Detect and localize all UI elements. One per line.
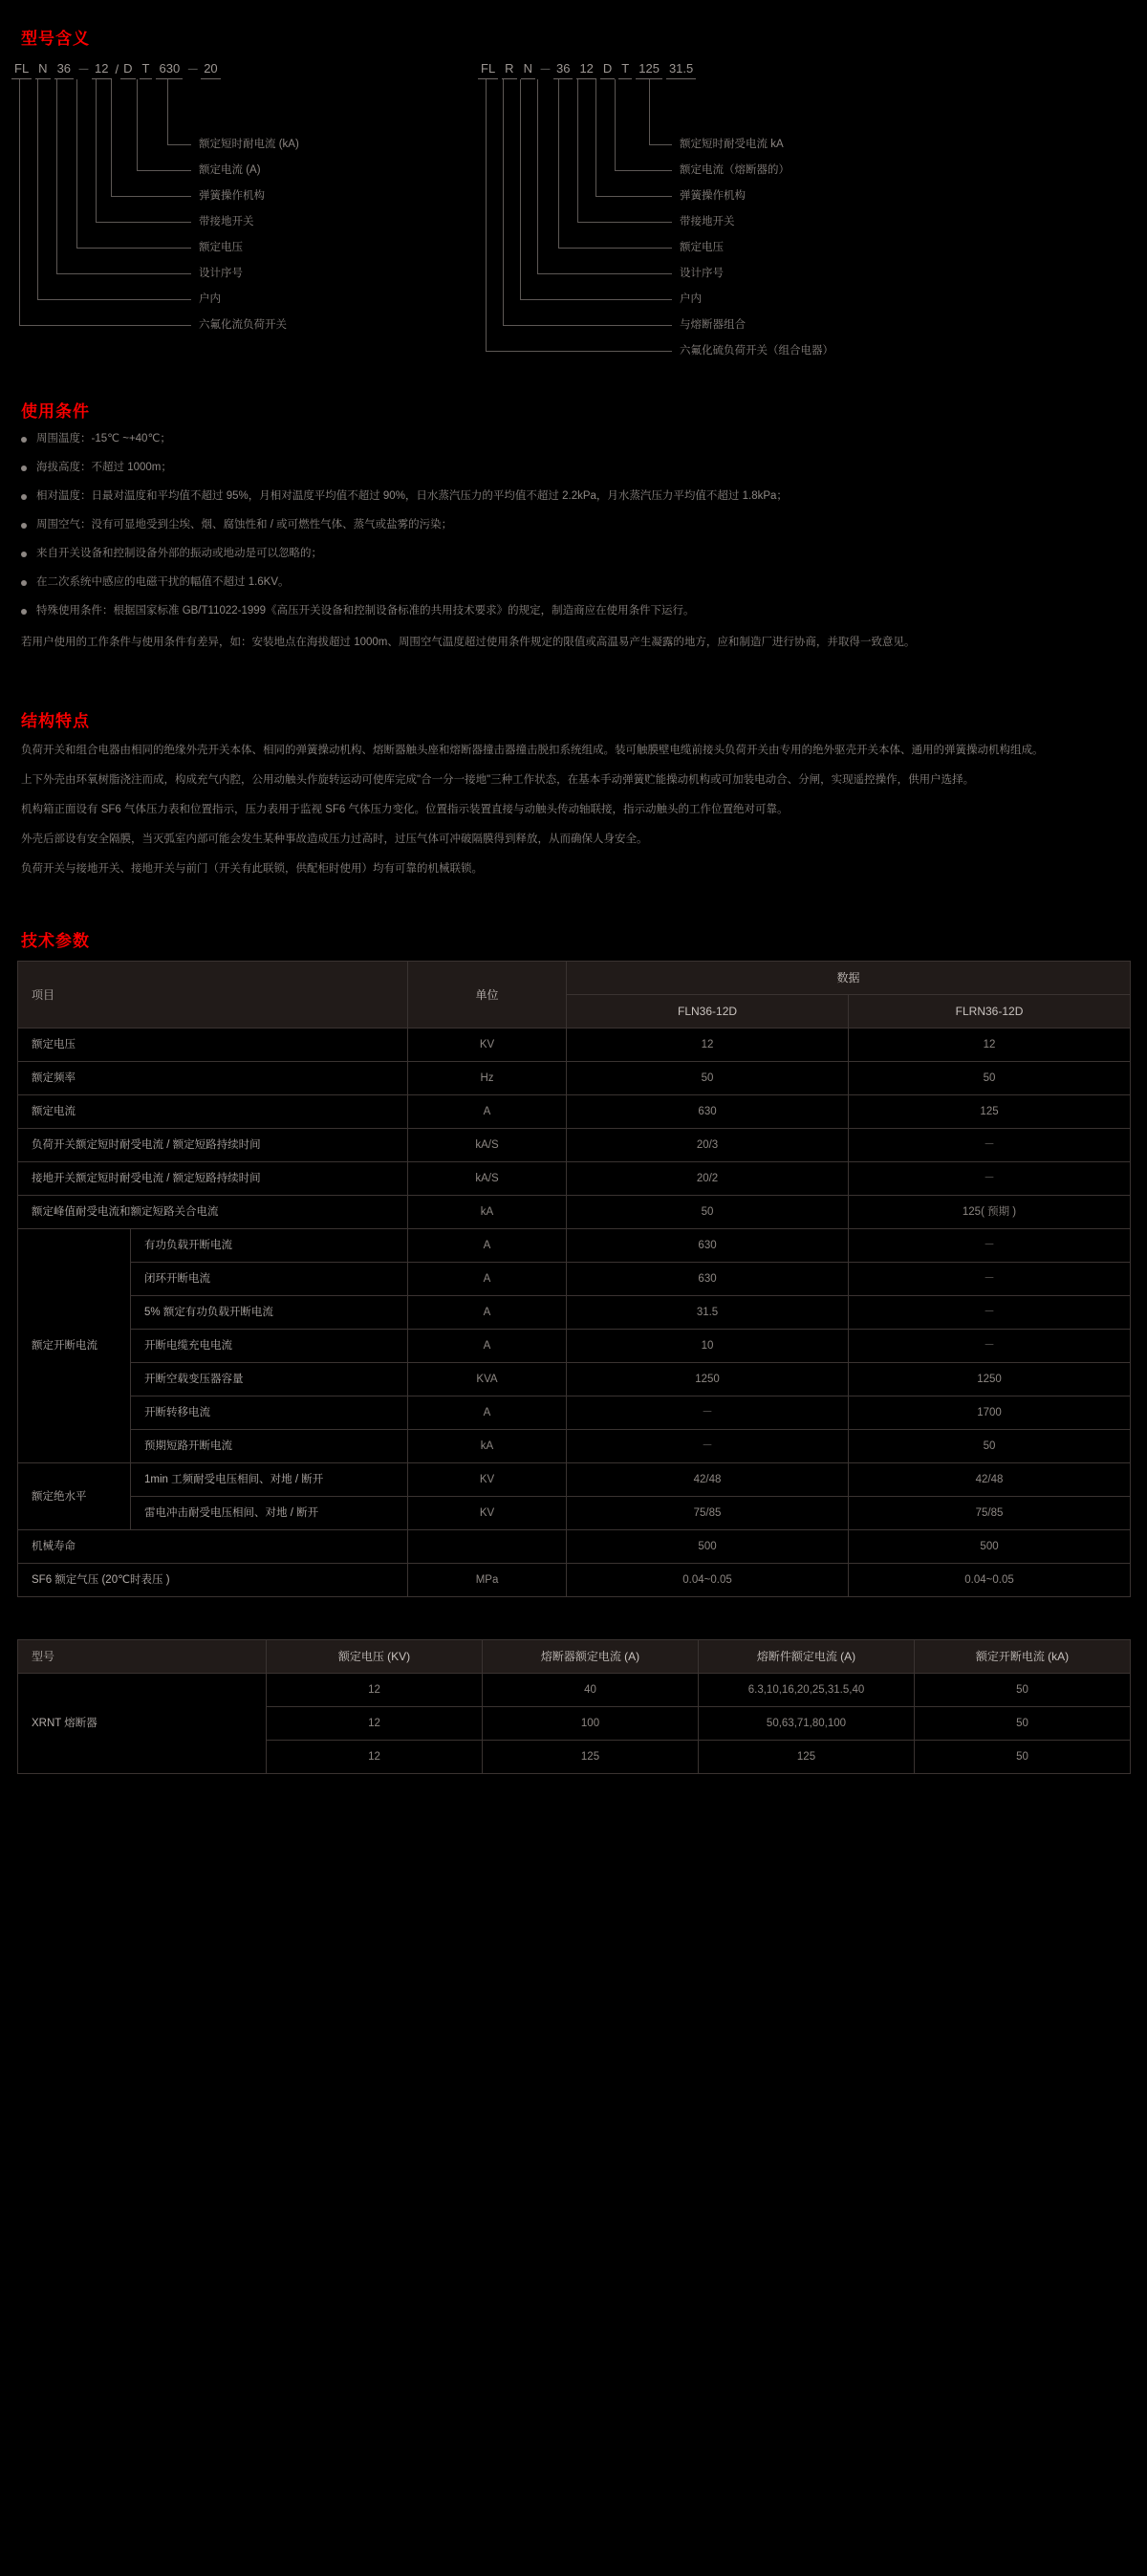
table-row xyxy=(18,1463,1131,1497)
leader-vline xyxy=(649,79,650,144)
fuse-rated-current: 125 xyxy=(483,1741,699,1774)
table-row xyxy=(18,1564,1131,1597)
code-seg: N xyxy=(521,61,535,79)
row-value-2: 500 xyxy=(849,1530,1131,1564)
section-title-model: 型号含义 xyxy=(21,30,90,48)
row-item: 闭环开断电流 xyxy=(131,1263,408,1296)
leader-area-right xyxy=(478,79,975,357)
specs-table-wrap xyxy=(0,961,1147,1597)
row-unit: kA xyxy=(408,1430,567,1463)
row-value-1: 500 xyxy=(567,1530,849,1564)
row-unit: MPa xyxy=(408,1564,567,1597)
row-item: SF6 额定气压 (20℃时表压 ) xyxy=(18,1564,408,1597)
leader-hline xyxy=(137,170,191,171)
fuse-model-name: XRNT 熔断器 xyxy=(18,1674,267,1774)
fuse-rated-current: 100 xyxy=(483,1707,699,1741)
leader-vline xyxy=(76,79,77,248)
row-value-1: 630 xyxy=(567,1263,849,1296)
leader-hline xyxy=(96,222,191,223)
row-value-2: － xyxy=(849,1129,1131,1162)
row-value-1: － xyxy=(567,1396,849,1430)
code-seg: D xyxy=(600,61,615,79)
fuse-table xyxy=(17,1639,1131,1774)
code-seg: 36 xyxy=(54,61,74,79)
row-unit: KV xyxy=(408,1463,567,1497)
row-unit: KV xyxy=(408,1028,567,1062)
structure-bottom-spacer xyxy=(0,889,1147,927)
header-breaking-current: 额定开断电流 (kA) xyxy=(915,1640,1131,1674)
row-item: 负荷开关额定短时耐受电流 / 额定短路持续时间 xyxy=(18,1129,408,1162)
leader-vline xyxy=(96,79,97,222)
fuse-header-row xyxy=(18,1640,1131,1674)
row-item: 有功负载开断电流 xyxy=(131,1229,408,1263)
fuse-element-current: 125 xyxy=(699,1741,915,1774)
code-seg: 12 xyxy=(576,61,595,79)
table-row xyxy=(18,1363,1131,1396)
diagram-label: 设计序号 xyxy=(680,268,724,279)
diagram-label: 弹簧操作机构 xyxy=(199,190,265,202)
condition-item: 在二次系统中感应的电磁干扰的幅值不超过 1.6KV。 xyxy=(21,574,1126,591)
code-seg: N xyxy=(35,61,50,79)
condition-item: 来自开关设备和控制设备外部的振动或地动是可以忽略的； xyxy=(21,546,1126,562)
leader-vline xyxy=(558,79,559,248)
header-col-fln: FLN36-12D xyxy=(567,995,849,1028)
condition-item: 海拔高度：不超过 1000m； xyxy=(21,460,1126,476)
table-row xyxy=(18,1162,1131,1196)
row-value-2: － xyxy=(849,1330,1131,1363)
model-code-diagrams xyxy=(0,58,1147,357)
code-row-left xyxy=(11,58,432,79)
code-seg: FL xyxy=(478,61,498,79)
leader-vline xyxy=(37,79,38,299)
diagram-label: 额定短时耐受电流 kA xyxy=(680,139,784,150)
code-seg: FL xyxy=(11,61,32,79)
row-value-1: 0.04~0.05 xyxy=(567,1564,849,1597)
row-value-2: 125( 预期 ) xyxy=(849,1196,1131,1229)
code-seg-slash: / xyxy=(115,62,119,76)
section-title-conditions: 使用条件 xyxy=(21,402,90,421)
row-value-1: 31.5 xyxy=(567,1296,849,1330)
section-title-structure: 结构特点 xyxy=(21,712,90,730)
row-unit: kA xyxy=(408,1196,567,1229)
diagram-label: 户内 xyxy=(680,293,702,305)
leader-area-left xyxy=(11,79,432,331)
leader-vline xyxy=(111,79,112,196)
table-row xyxy=(18,1263,1131,1296)
row-item: 接地开关额定短时耐受电流 / 额定短路持续时间 xyxy=(18,1162,408,1196)
row-value-2: － xyxy=(849,1296,1131,1330)
structure-paragraph: 负荷开关和组合电器由相同的绝缘外壳开关本体、相同的弹簧操动机构、熔断器触头座和熔断器撞击器撞击脱扣系统组成。装可触膜壁电缆前接头负荷开关由专用的绝外驱壳开关本体、通用的弹簧操动机构组成。 xyxy=(21,745,1044,756)
leader-hline xyxy=(520,299,672,300)
row-unit: A xyxy=(408,1095,567,1129)
row-value-2: － xyxy=(849,1162,1131,1196)
leader-hline xyxy=(76,248,191,249)
code-seg: D xyxy=(120,61,135,79)
table-row xyxy=(18,1530,1131,1564)
diagram-label: 额定短时耐电流 (kA) xyxy=(199,139,299,150)
leader-vline xyxy=(577,79,578,222)
conditions-list xyxy=(21,431,1126,619)
structure-paragraph: 外壳后部设有安全隔膜，当灭弧室内部可能会发生某种事故造成压力过高时，过压气体可冲破隔膜得到释放，从而确保人身安全。 xyxy=(21,833,648,845)
leader-hline xyxy=(111,196,191,197)
row-unit: KV xyxy=(408,1497,567,1530)
conditions-note: 若用户使用的工作条件与使用条件有差异，如：安装地点在海拔超过 1000m、周围空气温度超过使用条件规定的限值或高温易产生凝露的地方，应和制造厂进行协商，并取得一致意见。 xyxy=(21,637,916,648)
row-value-2: － xyxy=(849,1263,1131,1296)
code-seg-dash: － xyxy=(77,62,91,76)
leader-vline xyxy=(486,79,487,351)
row-value-1: － xyxy=(567,1430,849,1463)
row-value-1: 20/2 xyxy=(567,1162,849,1196)
fuse-breaking-current: 50 xyxy=(915,1741,1131,1774)
row-value-2: 1700 xyxy=(849,1396,1131,1430)
row-value-2: 1250 xyxy=(849,1363,1131,1396)
row-item: 雷电冲击耐受电压相间、对地 / 断开 xyxy=(131,1497,408,1530)
row-value-1: 75/85 xyxy=(567,1497,849,1530)
row-unit: KVA xyxy=(408,1363,567,1396)
diagram-label: 额定电压 xyxy=(199,242,243,253)
code-seg-dash: － xyxy=(538,62,552,76)
diagram-label: 与熔断器组合 xyxy=(680,319,746,331)
leader-hline xyxy=(558,248,672,249)
table-row xyxy=(18,1396,1131,1430)
code-seg: R xyxy=(502,61,516,79)
code-seg: 20 xyxy=(201,61,220,79)
row-value-2: 75/85 xyxy=(849,1497,1131,1530)
header-rated-voltage: 额定电压 (KV) xyxy=(267,1640,483,1674)
row-unit xyxy=(408,1530,567,1564)
header-item: 项目 xyxy=(18,962,408,1028)
fuse-table-wrap xyxy=(0,1639,1147,1774)
row-unit: kA/S xyxy=(408,1162,567,1196)
top-spacer xyxy=(0,0,1147,25)
leader-vline xyxy=(56,79,57,273)
code-seg: 36 xyxy=(553,61,573,79)
specs-header-row xyxy=(18,962,1131,995)
leader-hline xyxy=(577,222,672,223)
row-unit: A xyxy=(408,1263,567,1296)
fuse-breaking-current: 50 xyxy=(915,1674,1131,1707)
leader-hline xyxy=(595,196,672,197)
code-row-right xyxy=(478,58,975,79)
row-value-1: 20/3 xyxy=(567,1129,849,1162)
table-row xyxy=(18,1430,1131,1463)
row-item: 额定峰值耐受电流和额定短路关合电流 xyxy=(18,1196,408,1229)
header-element-current: 熔断件额定电流 (A) xyxy=(699,1640,915,1674)
diagram-label: 六氟化硫负荷开关（组合电器） xyxy=(680,345,833,357)
code-seg: 12 xyxy=(92,61,111,79)
fuse-rated-voltage: 12 xyxy=(267,1741,483,1774)
row-group-insulation-level: 额定绝水平 xyxy=(18,1463,131,1530)
row-item: 开断转移电流 xyxy=(131,1396,408,1430)
row-unit: Hz xyxy=(408,1062,567,1095)
row-value-2: 50 xyxy=(849,1430,1131,1463)
row-unit: A xyxy=(408,1396,567,1430)
diagram-label: 弹簧操作机构 xyxy=(680,190,746,202)
leader-hline xyxy=(615,170,672,171)
header-model: 型号 xyxy=(18,1640,267,1674)
leader-hline xyxy=(486,351,672,352)
leader-hline xyxy=(537,273,672,274)
row-item: 1min 工频耐受电压相间、对地 / 断开 xyxy=(131,1463,408,1497)
row-value-2: 42/48 xyxy=(849,1463,1131,1497)
row-item: 机械寿命 xyxy=(18,1530,408,1564)
leader-vline xyxy=(537,79,538,273)
row-item: 预期短路开断电流 xyxy=(131,1430,408,1463)
row-value-1: 42/48 xyxy=(567,1463,849,1497)
code-seg: T xyxy=(140,61,153,79)
row-value-1: 50 xyxy=(567,1196,849,1229)
row-item: 开断电缆充电电流 xyxy=(131,1330,408,1363)
conditions-bottom-spacer xyxy=(0,652,1147,707)
header-fuse-current: 熔断器额定电流 (A) xyxy=(483,1640,699,1674)
leader-hline xyxy=(167,144,191,145)
header-col-flrn: FLRN36-12D xyxy=(849,995,1131,1028)
diagram-label: 额定电流（熔断器的） xyxy=(680,164,790,176)
table-row xyxy=(18,1674,1131,1707)
leader-vline xyxy=(615,79,616,170)
diagram-flrn36-12d xyxy=(478,58,975,357)
fuse-breaking-current: 50 xyxy=(915,1707,1131,1741)
diagram-label: 额定电流 (A) xyxy=(199,164,261,176)
row-value-2: 125 xyxy=(849,1095,1131,1129)
leader-hline xyxy=(19,325,191,326)
diagram-bottom-spacer xyxy=(0,297,1147,398)
leader-vline xyxy=(167,79,168,144)
conditions-block xyxy=(21,431,1126,652)
condition-item: 周围温度：-15℃ ~+40℃； xyxy=(21,431,1126,447)
table-row xyxy=(18,1028,1131,1062)
header-unit: 单位 xyxy=(408,962,567,1028)
leader-hline xyxy=(37,299,191,300)
row-item: 额定电流 xyxy=(18,1095,408,1129)
code-seg: T xyxy=(618,61,632,79)
row-group-breaking-current: 额定开断电流 xyxy=(18,1229,131,1463)
row-value-2: 50 xyxy=(849,1062,1131,1095)
structure-paragraph: 上下外壳由环氧树脂浇注而成，构成充气内腔，公用动触头作旋转运动可使库完成"合一分一接地"三种工作状态，在基本手动弹簧贮能操动机构或可加装电动合、分闸，实现遥控操作，供用户选择。 xyxy=(21,774,975,786)
fuse-element-current: 50,63,71,80,100 xyxy=(699,1707,915,1741)
row-item: 5% 额定有功负载开断电流 xyxy=(131,1296,408,1330)
row-value-1: 50 xyxy=(567,1062,849,1095)
diagram-label: 带接地开关 xyxy=(199,216,254,227)
row-value-1: 10 xyxy=(567,1330,849,1363)
row-unit: kA/S xyxy=(408,1129,567,1162)
condition-item: 相对温度：日最对温度和平均值不超过 95%，月相对温度平均值不超过 90%，日水蒸汽压力的平均值不超过 2.2kPa，月水蒸汽压力平均值不超过 1.8kPa； xyxy=(21,488,1126,505)
row-unit: A xyxy=(408,1296,567,1330)
diagram-label: 户内 xyxy=(199,293,221,305)
row-value-2: 12 xyxy=(849,1028,1131,1062)
condition-item: 周围空气：没有可显地受到尘埃、烟、腐蚀性和 / 或可燃性气体、蒸气或盐雾的污染； xyxy=(21,517,1126,533)
table-row xyxy=(18,1129,1131,1162)
diagram-fln36-12d xyxy=(11,58,432,331)
row-value-2: － xyxy=(849,1229,1131,1263)
diagram-label: 设计序号 xyxy=(199,268,243,279)
leader-vline xyxy=(19,79,20,325)
table-row xyxy=(18,1196,1131,1229)
leader-hline xyxy=(649,144,672,145)
table-row xyxy=(18,1330,1131,1363)
table-row xyxy=(18,1062,1131,1095)
leader-hline xyxy=(56,273,191,274)
structure-paragraph: 负荷开关与接地开关、接地开关与前门（开关有此联锁，供配柜时使用）均有可靠的机械联锁。 xyxy=(21,863,483,875)
condition-item: 特殊使用条件：根据国家标准 GB/T11022-1999《高压开关设备和控制设备标准的共用技术要求》的规定，制造商应在使用条件下运行。 xyxy=(21,603,1126,619)
row-value-1: 1250 xyxy=(567,1363,849,1396)
structure-paragraph: 机构箱正面设有 SF6 气体压力表和位置指示，压力表用于监视 SF6 气体压力变化。位置指示装置直接与动触头传动轴联接，指示动触头的工作位置绝对可靠。 xyxy=(21,804,789,815)
code-seg: 630 xyxy=(156,61,183,79)
row-value-1: 630 xyxy=(567,1229,849,1263)
fuse-rated-voltage: 12 xyxy=(267,1707,483,1741)
row-item: 额定频率 xyxy=(18,1062,408,1095)
row-item: 额定电压 xyxy=(18,1028,408,1062)
row-value-2: 0.04~0.05 xyxy=(849,1564,1131,1597)
diagram-label: 带接地开关 xyxy=(680,216,735,227)
code-seg: 31.5 xyxy=(666,61,696,79)
structure-block xyxy=(21,741,1126,878)
table-row xyxy=(18,1497,1131,1530)
code-seg: 125 xyxy=(636,61,662,79)
table-row xyxy=(18,1229,1131,1263)
leader-hline xyxy=(503,325,672,326)
leader-vline xyxy=(595,79,596,196)
page-bottom-spacer xyxy=(0,1774,1147,1803)
table-row xyxy=(18,1095,1131,1129)
header-data: 数据 xyxy=(567,962,1131,995)
row-value-1: 12 xyxy=(567,1028,849,1062)
fuse-element-current: 6.3,10,16,20,25,31.5,40 xyxy=(699,1674,915,1707)
diagram-label: 六氟化流负荷开关 xyxy=(199,319,287,331)
row-unit: A xyxy=(408,1229,567,1263)
leader-vline xyxy=(137,79,138,170)
fuse-rated-current: 40 xyxy=(483,1674,699,1707)
leader-vline xyxy=(520,79,521,299)
fuse-rated-voltage: 12 xyxy=(267,1674,483,1707)
table-row xyxy=(18,1296,1131,1330)
section-title-specs: 技术参数 xyxy=(21,932,90,950)
diagram-label: 额定电压 xyxy=(680,242,724,253)
row-item: 开断空载变压器容量 xyxy=(131,1363,408,1396)
leader-vline xyxy=(503,79,504,325)
code-seg-dash: － xyxy=(186,62,200,76)
specs-table xyxy=(17,961,1131,1597)
row-unit: A xyxy=(408,1330,567,1363)
row-value-1: 630 xyxy=(567,1095,849,1129)
